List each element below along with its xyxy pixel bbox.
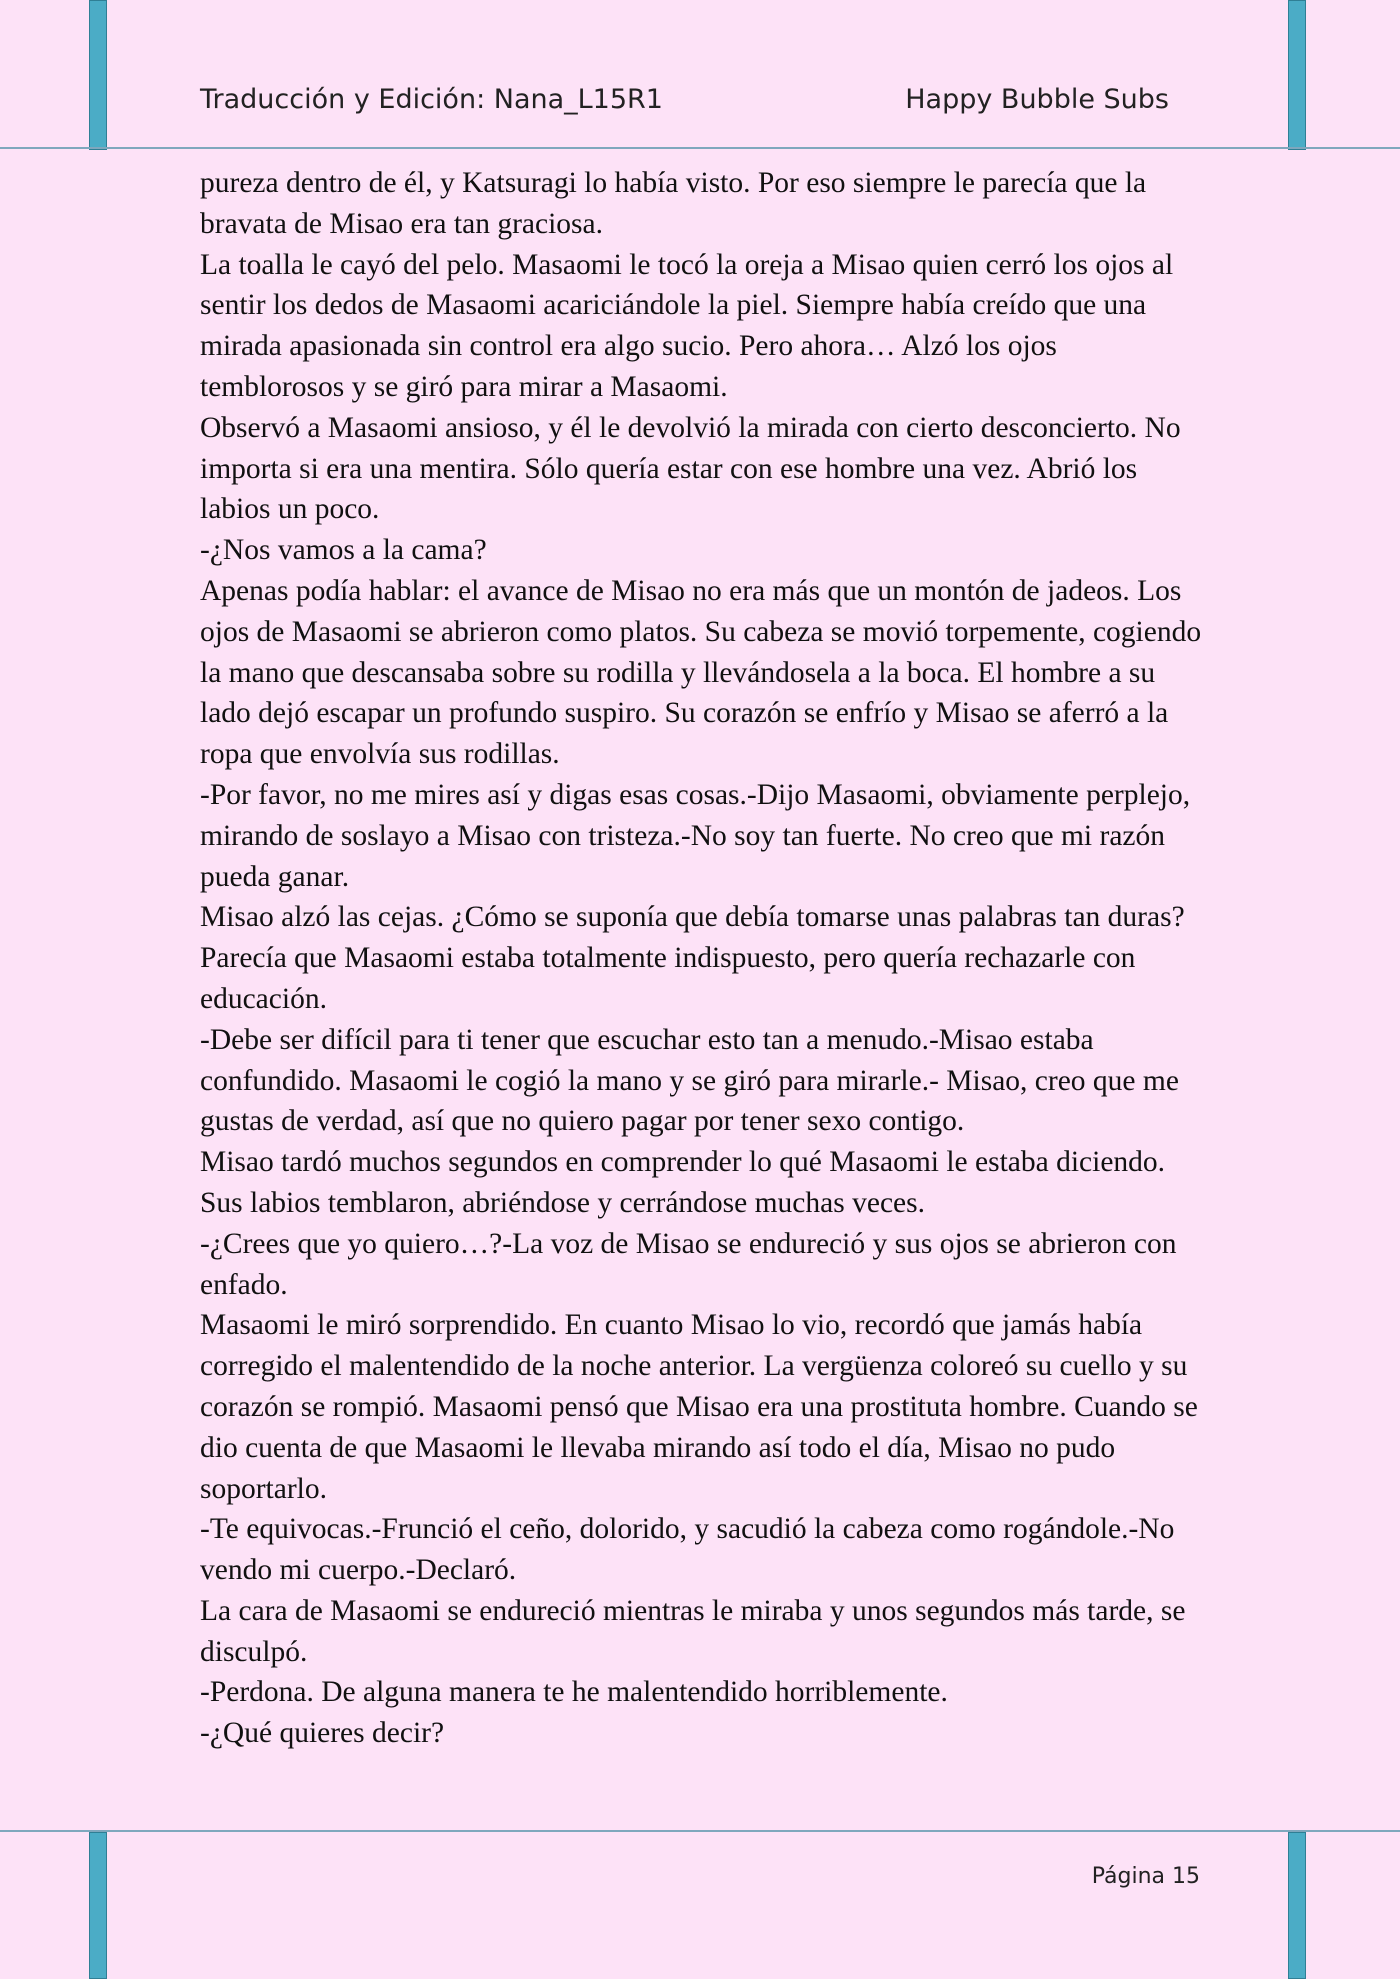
paragraph: -Por favor, no me mires así y digas esas cosas.-Dijo Masaomi, obviamente perplejo, mirando de soslayo a Misao con tristeza.-No soy tan fuerte. No creo que mi razón pueda ganar.: [200, 778, 1191, 893]
header-group-name: Happy Bubble Subs: [905, 84, 1169, 115]
corner-bar-bottom-right: [1288, 1832, 1306, 1979]
paragraph: -Te equivocas.-Frunció el ceño, dolorido, y sacudió la cabeza como rogándole.-No vendo mi cuerpo.-Declaró.: [200, 1513, 1175, 1587]
corner-bar-bottom-left: [89, 1832, 107, 1979]
page-body: [200, 163, 1205, 1754]
paragraph: -¿Qué quieres decir?: [200, 1717, 445, 1750]
page-number: Página 15: [1091, 1864, 1200, 1889]
paragraph: Apenas podía hablar: el avance de Misao no era más que un montón de jadeos. Los ojos de Masaomi se abrieron como platos. Su cabeza se movió torpemente, cogiendo la mano que descansaba sobre su rodilla y llevándosela a la boca. El hombre a su lado dejó escapar un profundo suspiro. Su corazón se enfrío y Misao se aferró a la ropa que envolvía sus rodillas.: [200, 574, 1202, 771]
header-credit: Traducción y Edición: Nana_L15R1: [200, 84, 663, 115]
paragraph: La cara de Masaomi se endureció mientras le miraba y unos segundos más tarde, se disculpó.: [200, 1594, 1186, 1668]
paragraph: -Debe ser difícil para ti tener que escuchar esto tan a menudo.-Misao estaba confundido. Masaomi le cogió la mano y se giró para mirarle.- Misao, creo que me gustas de verdad, así que no quiero pagar por tener sexo contigo.: [200, 1023, 1179, 1138]
corner-bar-top-right: [1288, 0, 1306, 150]
paragraph: -Perdona. De alguna manera te he malentendido horriblemente.: [200, 1676, 948, 1709]
paragraph: -¿Crees que yo quiero…?-La voz de Misao se endureció y sus ojos se abrieron con enfado.: [200, 1227, 1177, 1301]
header-rule: [0, 147, 1400, 149]
footer-rule: [0, 1830, 1400, 1832]
paragraph: Observó a Masaomi ansioso, y él le devolvió la mirada con cierto desconcierto. No importa si era una mentira. Sólo quería estar con ese hombre una vez. Abrió los labios un poco.: [200, 411, 1181, 526]
paragraph: Misao tardó muchos segundos en comprender lo qué Masaomi le estaba diciendo. Sus labios temblaron, abriéndose y cerrándose muchas veces.: [200, 1146, 1166, 1219]
paragraph: Masaomi le miró sorprendido. En cuanto Misao lo vio, recordó que jamás había corregido el malentendido de la noche anterior. La vergüenza coloreó su cuello y su corazón se rompió. Masaomi pensó que Misao era una prostituta hombre. Cuando se dio cuenta de que Masaomi le llevaba mirando así todo el día, Misao no pudo soportarlo.: [200, 1309, 1198, 1505]
paragraph: pureza dentro de él, y Katsuragi lo había visto. Por eso siempre le parecía que la bravata de Misao era tan graciosa.: [200, 167, 1147, 240]
paragraph: -¿Nos vamos a la cama?: [200, 534, 487, 567]
paragraph: Misao alzó las cejas. ¿Cómo se suponía que debía tomarse unas palabras tan duras? Parecía que Masaomi estaba totalmente indispuesto, pero quería rechazarle con educación.: [200, 901, 1185, 1015]
corner-bar-top-left: [89, 0, 107, 150]
paragraph: La toalla le cayó del pelo. Masaomi le tocó la oreja a Misao quien cerró los ojos al sentir los dedos de Masaomi acariciándole la piel. Siempre había creído que una mirada apasionada sin control era algo sucio. Pero ahora… Alzó los ojos temblorosos y se giró para mirar a Masaomi.: [200, 248, 1174, 403]
